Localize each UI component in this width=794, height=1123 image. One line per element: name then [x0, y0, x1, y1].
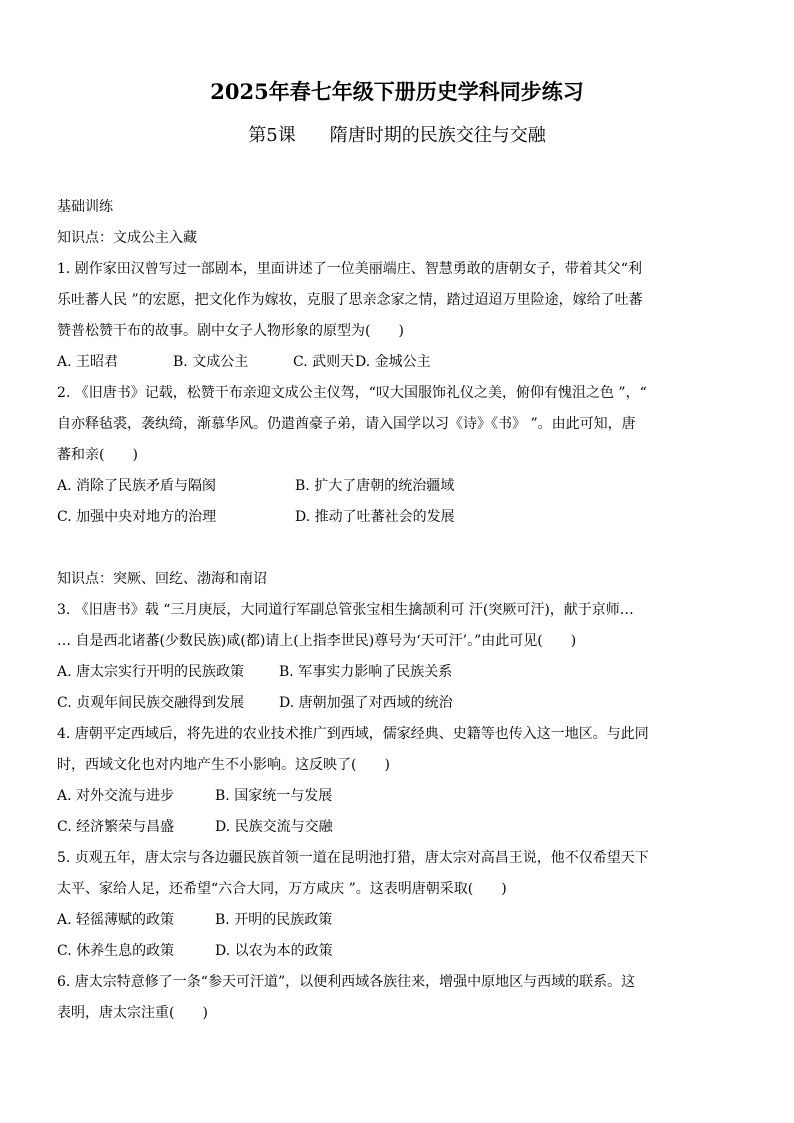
spacer	[57, 533, 747, 564]
option-b: B. 开明的民族政策	[215, 912, 333, 928]
options-row	[57, 812, 747, 843]
lesson-title	[0, 123, 794, 149]
question-2	[57, 378, 747, 533]
knowledge-point-1: 知识点：文成公主入藏	[57, 230, 197, 246]
option-b: B. 军事实力影响了民族关系	[279, 664, 453, 680]
option-d: D. 以农为本的政策	[215, 943, 333, 959]
option-c: C. 武则天	[293, 354, 355, 370]
question-3	[57, 595, 747, 719]
question-text: 5. 贞观五年，唐太宗与各边疆民族首领一道在昆明池打猎，唐太宗对高昌王说，他不仅希望天下	[57, 850, 649, 866]
option-c: C. 经济繁荣与昌盛	[57, 819, 175, 835]
page-title: 2025年春七年级下册历史学科同步练习	[210, 79, 584, 104]
question-text: 表明，唐太宗注重( )	[57, 1005, 208, 1021]
options-row	[57, 471, 747, 502]
option-a: A. 消除了民族矛盾与隔阂	[57, 478, 217, 494]
options-row	[57, 502, 747, 533]
question-text: 自亦释毡裘，袭纨绮，渐慕华风。仍遣酋豪子弟，请入国学以习《诗》《书》 ”。由此可知，唐	[57, 416, 636, 432]
question-text: 4. 唐朝平定西域后，将先进的农业技术推广到西域，儒家经典、史籍等也传入这一地区。与此同	[57, 726, 649, 742]
exercise-content	[57, 192, 747, 1029]
question-text: … 自是西北诸蕃(少数民族)咸(都)请上(上指李世民)尊号为‘天可汗’。”由此可见( )	[57, 633, 577, 649]
section-heading: 基础训练	[57, 199, 113, 215]
question-4	[57, 719, 747, 843]
options-row	[57, 936, 747, 967]
question-text: 2. 《旧唐书》记载，松赞干布亲迎文成公主仪驾，“叹大国服饰礼仪之美，俯仰有愧沮之色 ”，“	[57, 385, 647, 401]
option-b: B. 扩大了唐朝的统治疆域	[295, 478, 455, 494]
option-c: C. 休养生息的政策	[57, 943, 175, 959]
option-d: D. 推动了吐蕃社会的发展	[295, 509, 455, 525]
knowledge-point-2: 知识点：突厥、回纥、渤海和南诏	[57, 571, 267, 587]
question-text: 3. 《旧唐书》载 “三月庚辰，大同道行军副总管张宝相生擒颉利可 汗(突厥可汗)，献于京师…	[57, 602, 634, 618]
question-5	[57, 843, 747, 967]
options-row	[57, 347, 747, 378]
option-c: C. 贞观年间民族交融得到发展	[57, 695, 245, 711]
question-text: 乐吐蕃人民 ”的宏愿，把文化作为嫁妆，克服了思亲念家之情，踏过迢迢万里险途，嫁给了吐蕃	[57, 292, 643, 308]
question-1	[57, 254, 747, 378]
option-a: A. 王昭君	[57, 354, 119, 370]
option-d: D. 民族交流与交融	[215, 819, 333, 835]
option-a: A. 轻徭薄赋的政策	[57, 912, 175, 928]
option-d: D. 金城公主	[355, 354, 431, 370]
options-row	[57, 905, 747, 936]
option-d: D. 唐朝加强了对西域的统治	[279, 695, 453, 711]
options-row	[57, 781, 747, 812]
lesson-number: 第5课	[248, 125, 296, 146]
option-b: B. 文成公主	[173, 354, 249, 370]
option-a: A. 唐太宗实行开明的民族政策	[57, 664, 245, 680]
options-row	[57, 657, 747, 688]
options-row	[57, 688, 747, 719]
option-c: C. 加强中央对地方的治理	[57, 509, 217, 525]
question-text: 蕃和亲( )	[57, 447, 138, 463]
lesson-name: 隋唐时期的民族交往与交融	[329, 125, 546, 146]
option-b: B. 国家统一与发展	[215, 788, 333, 804]
question-text: 太平、家给人足，还希望“六合大同，万方咸庆 ”。这表明唐朝采取( )	[57, 881, 507, 897]
question-text: 时，西域文化也对内地产生不小影响。这反映了( )	[57, 757, 390, 773]
question-text: 6. 唐太宗特意修了一条“参天可汗道”，以便利西域各族往来，增强中原地区与西域的联系。这	[57, 974, 636, 990]
question-6	[57, 967, 747, 1029]
option-a: A. 对外交流与进步	[57, 788, 175, 804]
question-text: 1. 剧作家田汉曾写过一部剧本，里面讲述了一位美丽端庄、智慧勇敢的唐朝女子，带着其父“利	[57, 261, 642, 277]
question-text: 赞普松赞干布的故事。剧中女子人物形象的原型为( )	[57, 323, 404, 339]
